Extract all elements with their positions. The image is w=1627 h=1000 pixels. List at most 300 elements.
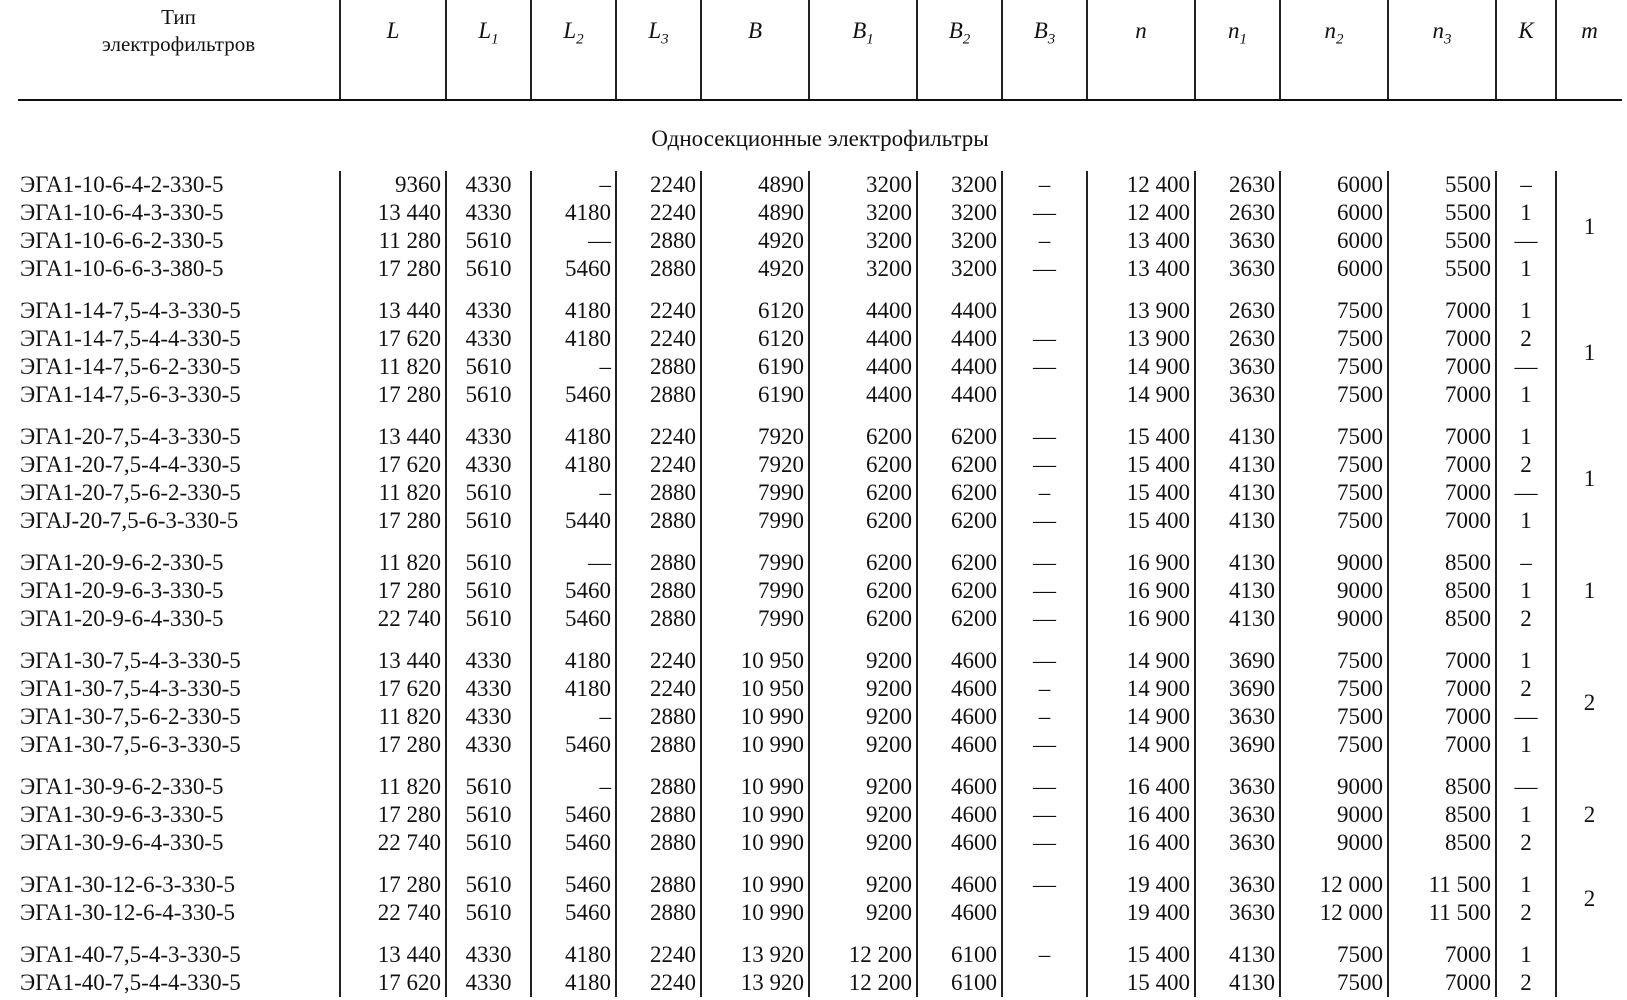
value-cell: 10 950 bbox=[701, 647, 809, 675]
value-cell: 2880 bbox=[616, 353, 701, 381]
value-cell: 4130 bbox=[1195, 451, 1280, 479]
value-cell: 1 bbox=[1496, 871, 1556, 899]
value-cell: 13 900 bbox=[1087, 297, 1195, 325]
header-n: n bbox=[1087, 0, 1195, 100]
value-cell: 16 400 bbox=[1087, 829, 1195, 857]
filter-type-cell: ЭГА1-20-9-6-3-330-5 bbox=[20, 578, 224, 603]
filter-type-cell: ЭГА1-14-7,5-6-3-330-5 bbox=[20, 382, 241, 407]
value-cell: 2630 bbox=[1195, 199, 1280, 227]
group-spacer bbox=[18, 283, 1622, 297]
filter-type-cell: ЭГА1-30-9-6-4-330-5 bbox=[20, 830, 224, 855]
value-cell: 3200 bbox=[917, 171, 1002, 199]
value-cell: 5610 bbox=[446, 605, 531, 633]
header-L3: $L_3$ bbox=[616, 0, 701, 100]
value-cell: 12 200 bbox=[809, 941, 917, 969]
value-cell: – bbox=[531, 703, 616, 731]
value-cell: 14 900 bbox=[1087, 381, 1195, 409]
value-cell: 9360 bbox=[340, 171, 446, 199]
value-cell: 2880 bbox=[616, 899, 701, 927]
value-cell: 2 bbox=[1496, 969, 1556, 997]
value-cell: 4330 bbox=[446, 325, 531, 353]
value-cell: 2 bbox=[1496, 829, 1556, 857]
value-cell: 2630 bbox=[1195, 325, 1280, 353]
value-cell: — bbox=[1002, 605, 1087, 633]
value-cell: 6200 bbox=[917, 423, 1002, 451]
value-cell: 12 400 bbox=[1087, 199, 1195, 227]
value-cell: 4130 bbox=[1195, 605, 1280, 633]
value-cell: 12 400 bbox=[1087, 171, 1195, 199]
value-cell bbox=[1002, 381, 1087, 409]
value-cell bbox=[1002, 899, 1087, 927]
value-cell: 5500 bbox=[1388, 227, 1496, 255]
group-spacer bbox=[18, 535, 1622, 549]
value-cell: 4330 bbox=[446, 969, 531, 997]
value-cell: 1 bbox=[1496, 801, 1556, 829]
filter-type-cell: ЭГА1-30-7,5-6-3-330-5 bbox=[20, 732, 241, 757]
value-cell: 2240 bbox=[616, 171, 701, 199]
table-row bbox=[18, 353, 1622, 381]
value-cell: – bbox=[531, 171, 616, 199]
filter-type-cell: ЭГА1-20-7,5-6-2-330-5 bbox=[20, 480, 241, 505]
value-cell: 13 900 bbox=[1087, 325, 1195, 353]
value-cell: 6200 bbox=[809, 479, 917, 507]
value-cell: 6120 bbox=[701, 325, 809, 353]
value-cell: 5610 bbox=[446, 871, 531, 899]
value-cell: 7500 bbox=[1280, 703, 1388, 731]
value-cell: 8500 bbox=[1388, 549, 1496, 577]
table-row bbox=[18, 577, 1622, 605]
value-cell: 13 920 bbox=[701, 941, 809, 969]
value-cell: 3200 bbox=[809, 199, 917, 227]
value-cell: 5460 bbox=[531, 381, 616, 409]
value-cell: 4180 bbox=[531, 969, 616, 997]
value-cell: 16 900 bbox=[1087, 549, 1195, 577]
value-cell: 7500 bbox=[1280, 451, 1388, 479]
value-cell: 3200 bbox=[809, 227, 917, 255]
header-B1: $B_1$ bbox=[809, 0, 917, 100]
value-cell: 5460 bbox=[531, 801, 616, 829]
m-value-cell: 2 bbox=[1556, 773, 1622, 857]
value-cell: 6200 bbox=[809, 549, 917, 577]
value-cell: 4400 bbox=[809, 353, 917, 381]
table-row bbox=[18, 199, 1622, 227]
header-B: B bbox=[701, 0, 809, 100]
value-cell: 7500 bbox=[1280, 675, 1388, 703]
value-cell: 2 bbox=[1496, 605, 1556, 633]
value-cell: 11 500 bbox=[1388, 871, 1496, 899]
filter-type-cell: ЭГА1-10-6-6-2-330-5 bbox=[20, 228, 224, 253]
value-cell: 7000 bbox=[1388, 969, 1496, 997]
value-cell: 3630 bbox=[1195, 801, 1280, 829]
value-cell: 7000 bbox=[1388, 353, 1496, 381]
value-cell: 2880 bbox=[616, 577, 701, 605]
table-row bbox=[18, 325, 1622, 353]
value-cell: 5500 bbox=[1388, 199, 1496, 227]
value-cell: — bbox=[1002, 325, 1087, 353]
filter-type-cell: ЭГАJ-20-7,5-6-3-330-5 bbox=[20, 508, 239, 533]
value-cell: 17 620 bbox=[340, 325, 446, 353]
table-row bbox=[18, 675, 1622, 703]
value-cell: 2880 bbox=[616, 731, 701, 759]
value-cell: 3200 bbox=[917, 255, 1002, 283]
value-cell: 17 620 bbox=[340, 969, 446, 997]
filter-type-cell: ЭГА1-20-7,5-4-4-330-5 bbox=[20, 452, 241, 477]
value-cell: 14 900 bbox=[1087, 353, 1195, 381]
value-cell: – bbox=[531, 773, 616, 801]
value-cell: 4130 bbox=[1195, 941, 1280, 969]
value-cell: 4180 bbox=[531, 199, 616, 227]
group-spacer bbox=[18, 759, 1622, 773]
value-cell: 6000 bbox=[1280, 255, 1388, 283]
filter-type-cell: ЭГА1-20-7,5-4-3-330-5 bbox=[20, 424, 241, 449]
value-cell: 8500 bbox=[1388, 773, 1496, 801]
filter-type-cell: ЭГА1-14-7,5-4-4-330-5 bbox=[20, 326, 241, 351]
value-cell: 5460 bbox=[531, 829, 616, 857]
value-cell: 6200 bbox=[809, 423, 917, 451]
value-cell: 3630 bbox=[1195, 829, 1280, 857]
filter-type-cell: ЭГА1-30-12-6-3-330-5 bbox=[20, 872, 236, 897]
value-cell: 4400 bbox=[809, 381, 917, 409]
header-n2: $n_2$ bbox=[1280, 0, 1388, 100]
section-title: Односекционные электрофильтры bbox=[651, 126, 989, 151]
filter-type-cell: ЭГА1-20-9-6-2-330-5 bbox=[20, 550, 224, 575]
value-cell: 15 400 bbox=[1087, 423, 1195, 451]
value-cell: 12 000 bbox=[1280, 899, 1388, 927]
value-cell: — bbox=[1496, 479, 1556, 507]
value-cell: 6200 bbox=[917, 451, 1002, 479]
filter-type-cell: ЭГА1-10-6-4-3-330-5 bbox=[20, 200, 224, 225]
value-cell: 9200 bbox=[809, 647, 917, 675]
value-cell: 7000 bbox=[1388, 325, 1496, 353]
value-cell: 7990 bbox=[701, 577, 809, 605]
value-cell: 5610 bbox=[446, 227, 531, 255]
value-cell: – bbox=[531, 353, 616, 381]
value-cell: 7500 bbox=[1280, 969, 1388, 997]
value-cell: 7000 bbox=[1388, 647, 1496, 675]
value-cell: 4130 bbox=[1195, 549, 1280, 577]
value-cell: 5500 bbox=[1388, 255, 1496, 283]
value-cell: 6200 bbox=[917, 605, 1002, 633]
table-row bbox=[18, 549, 1622, 577]
value-cell: 2630 bbox=[1195, 171, 1280, 199]
value-cell: – bbox=[1002, 675, 1087, 703]
value-cell: 3690 bbox=[1195, 731, 1280, 759]
value-cell: 10 990 bbox=[701, 871, 809, 899]
value-cell: 10 950 bbox=[701, 675, 809, 703]
value-cell: 3200 bbox=[809, 171, 917, 199]
value-cell: 17 620 bbox=[340, 675, 446, 703]
value-cell: 2240 bbox=[616, 647, 701, 675]
value-cell: 4130 bbox=[1195, 507, 1280, 535]
value-cell: 7500 bbox=[1280, 297, 1388, 325]
value-cell: 7990 bbox=[701, 479, 809, 507]
value-cell: 3200 bbox=[917, 227, 1002, 255]
value-cell: 4600 bbox=[917, 801, 1002, 829]
value-cell: 8500 bbox=[1388, 605, 1496, 633]
value-cell: 13 440 bbox=[340, 199, 446, 227]
value-cell: 4920 bbox=[701, 227, 809, 255]
header-type: Тип электрофильтров bbox=[18, 0, 340, 100]
filter-type-cell: ЭГА1-10-6-4-2-330-5 bbox=[20, 172, 224, 197]
value-cell: 4330 bbox=[446, 171, 531, 199]
value-cell: 4600 bbox=[917, 675, 1002, 703]
value-cell: — bbox=[1002, 353, 1087, 381]
value-cell: – bbox=[1002, 479, 1087, 507]
header-B2: $B_2$ bbox=[917, 0, 1002, 100]
header-n1: $n_1$ bbox=[1195, 0, 1280, 100]
value-cell: 2880 bbox=[616, 255, 701, 283]
value-cell: 14 900 bbox=[1087, 647, 1195, 675]
value-cell: 6000 bbox=[1280, 171, 1388, 199]
value-cell: 6190 bbox=[701, 381, 809, 409]
value-cell: 6000 bbox=[1280, 227, 1388, 255]
value-cell: 10 990 bbox=[701, 829, 809, 857]
value-cell: 6100 bbox=[917, 969, 1002, 997]
value-cell: 2880 bbox=[616, 871, 701, 899]
value-cell: 4130 bbox=[1195, 479, 1280, 507]
table-row bbox=[18, 773, 1622, 801]
value-cell: 17 280 bbox=[340, 731, 446, 759]
value-cell: 7990 bbox=[701, 605, 809, 633]
value-cell: – bbox=[531, 479, 616, 507]
value-cell: 6200 bbox=[917, 507, 1002, 535]
value-cell: 9200 bbox=[809, 829, 917, 857]
value-cell: 9200 bbox=[809, 675, 917, 703]
filter-type-cell: ЭГА1-30-7,5-4-3-330-5 bbox=[20, 676, 241, 701]
value-cell: 5460 bbox=[531, 731, 616, 759]
table-row bbox=[18, 451, 1622, 479]
value-cell: 9200 bbox=[809, 899, 917, 927]
value-cell: 2240 bbox=[616, 325, 701, 353]
value-cell: 4180 bbox=[531, 675, 616, 703]
table-body bbox=[18, 100, 1622, 997]
filter-type-cell: ЭГА1-40-7,5-4-3-330-5 bbox=[20, 942, 241, 967]
value-cell: 2880 bbox=[616, 773, 701, 801]
value-cell: 3630 bbox=[1195, 381, 1280, 409]
value-cell: 7000 bbox=[1388, 451, 1496, 479]
value-cell: 2880 bbox=[616, 605, 701, 633]
value-cell: 4330 bbox=[446, 647, 531, 675]
value-cell: 2 bbox=[1496, 675, 1556, 703]
value-cell: 6190 bbox=[701, 353, 809, 381]
value-cell: 2880 bbox=[616, 801, 701, 829]
value-cell: 5610 bbox=[446, 577, 531, 605]
value-cell: 14 900 bbox=[1087, 675, 1195, 703]
value-cell: 8500 bbox=[1388, 801, 1496, 829]
table-header bbox=[18, 0, 1622, 100]
value-cell: 7500 bbox=[1280, 941, 1388, 969]
value-cell: – bbox=[1496, 171, 1556, 199]
value-cell: 11 280 bbox=[340, 227, 446, 255]
value-cell: 15 400 bbox=[1087, 969, 1195, 997]
value-cell: 2240 bbox=[616, 675, 701, 703]
value-cell: 6120 bbox=[701, 297, 809, 325]
value-cell: 13 400 bbox=[1087, 227, 1195, 255]
value-cell bbox=[1002, 297, 1087, 325]
m-value-cell: 1 bbox=[1556, 549, 1622, 633]
value-cell: 13 400 bbox=[1087, 255, 1195, 283]
table-row bbox=[18, 647, 1622, 675]
table-row bbox=[18, 227, 1622, 255]
value-cell: — bbox=[1002, 773, 1087, 801]
value-cell: 3630 bbox=[1195, 353, 1280, 381]
value-cell: 5610 bbox=[446, 353, 531, 381]
table-row bbox=[18, 507, 1622, 535]
value-cell: 2240 bbox=[616, 297, 701, 325]
value-cell: 9200 bbox=[809, 801, 917, 829]
filter-type-cell: ЭГА1-30-7,5-6-2-330-5 bbox=[20, 704, 241, 729]
value-cell: 2880 bbox=[616, 703, 701, 731]
value-cell: 4130 bbox=[1195, 577, 1280, 605]
value-cell: 17 280 bbox=[340, 255, 446, 283]
value-cell: 6200 bbox=[917, 549, 1002, 577]
value-cell: 2880 bbox=[616, 549, 701, 577]
value-cell: 2880 bbox=[616, 507, 701, 535]
m-value-cell: 1 bbox=[1556, 171, 1622, 283]
value-cell: 17 280 bbox=[340, 507, 446, 535]
value-cell: 5460 bbox=[531, 255, 616, 283]
value-cell: 5610 bbox=[446, 801, 531, 829]
value-cell: 5460 bbox=[531, 871, 616, 899]
value-cell: 4400 bbox=[917, 353, 1002, 381]
value-cell: — bbox=[531, 549, 616, 577]
value-cell: 14 900 bbox=[1087, 703, 1195, 731]
value-cell: 10 990 bbox=[701, 703, 809, 731]
value-cell: 4330 bbox=[446, 675, 531, 703]
value-cell: 11 820 bbox=[340, 703, 446, 731]
value-cell: – bbox=[1002, 941, 1087, 969]
value-cell: 2240 bbox=[616, 199, 701, 227]
value-cell: 9000 bbox=[1280, 801, 1388, 829]
value-cell: 7000 bbox=[1388, 479, 1496, 507]
value-cell: 3630 bbox=[1195, 703, 1280, 731]
value-cell: 13 440 bbox=[340, 423, 446, 451]
table-row bbox=[18, 871, 1622, 899]
value-cell: – bbox=[1002, 227, 1087, 255]
value-cell: 4130 bbox=[1195, 969, 1280, 997]
value-cell: 16 900 bbox=[1087, 577, 1195, 605]
value-cell: 7500 bbox=[1280, 381, 1388, 409]
value-cell: 5610 bbox=[446, 899, 531, 927]
group-spacer bbox=[18, 409, 1622, 423]
header-L1: $L_1$ bbox=[446, 0, 531, 100]
value-cell: 16 900 bbox=[1087, 605, 1195, 633]
value-cell: 4330 bbox=[446, 731, 531, 759]
value-cell: 1 bbox=[1496, 297, 1556, 325]
value-cell: 2880 bbox=[616, 829, 701, 857]
value-cell: — bbox=[1002, 647, 1087, 675]
electrofilter-dimensions-table bbox=[18, 0, 1622, 997]
value-cell: 2 bbox=[1496, 325, 1556, 353]
value-cell: 17 280 bbox=[340, 381, 446, 409]
value-cell: 4920 bbox=[701, 255, 809, 283]
group-spacer bbox=[18, 927, 1622, 941]
value-cell: 2 bbox=[1496, 899, 1556, 927]
value-cell: 7000 bbox=[1388, 731, 1496, 759]
value-cell: 6200 bbox=[917, 577, 1002, 605]
value-cell: 19 400 bbox=[1087, 899, 1195, 927]
value-cell: 3200 bbox=[917, 199, 1002, 227]
value-cell: 4180 bbox=[531, 451, 616, 479]
filter-type-cell: ЭГА1-14-7,5-4-3-330-5 bbox=[20, 298, 241, 323]
value-cell: 5610 bbox=[446, 255, 531, 283]
value-cell: 11 820 bbox=[340, 353, 446, 381]
value-cell: 4330 bbox=[446, 941, 531, 969]
table-row bbox=[18, 969, 1622, 997]
value-cell: 11 500 bbox=[1388, 899, 1496, 927]
value-cell: 16 400 bbox=[1087, 773, 1195, 801]
value-cell: 2240 bbox=[616, 969, 701, 997]
value-cell: 8500 bbox=[1388, 577, 1496, 605]
filter-type-cell: ЭГА1-30-7,5-4-3-330-5 bbox=[20, 648, 241, 673]
header-B3: $B_3$ bbox=[1002, 0, 1087, 100]
value-cell: 6200 bbox=[809, 577, 917, 605]
table-row bbox=[18, 297, 1622, 325]
filter-type-cell: ЭГА1-30-9-6-2-330-5 bbox=[20, 774, 224, 799]
table-row bbox=[18, 941, 1622, 969]
value-cell: 22 740 bbox=[340, 899, 446, 927]
value-cell: 2 bbox=[1496, 451, 1556, 479]
value-cell: 10 990 bbox=[701, 731, 809, 759]
value-cell: 4330 bbox=[446, 423, 531, 451]
value-cell: 7000 bbox=[1388, 423, 1496, 451]
table-row bbox=[18, 801, 1622, 829]
m-value-cell: 1 bbox=[1556, 297, 1622, 409]
value-cell: 9200 bbox=[809, 703, 917, 731]
header-L2: $L_2$ bbox=[531, 0, 616, 100]
value-cell: 4330 bbox=[446, 297, 531, 325]
value-cell: 16 400 bbox=[1087, 801, 1195, 829]
value-cell: 6100 bbox=[917, 941, 1002, 969]
value-cell: 4600 bbox=[917, 871, 1002, 899]
value-cell: 5500 bbox=[1388, 171, 1496, 199]
value-cell: 10 990 bbox=[701, 773, 809, 801]
value-cell: 3630 bbox=[1195, 255, 1280, 283]
value-cell: 4400 bbox=[809, 325, 917, 353]
value-cell: 10 990 bbox=[701, 899, 809, 927]
value-cell: 4180 bbox=[531, 941, 616, 969]
value-cell: — bbox=[1496, 773, 1556, 801]
value-cell: 5610 bbox=[446, 549, 531, 577]
value-cell: 2240 bbox=[616, 423, 701, 451]
table-row bbox=[18, 899, 1622, 927]
value-cell: 7500 bbox=[1280, 507, 1388, 535]
value-cell: 7500 bbox=[1280, 479, 1388, 507]
value-cell: 6000 bbox=[1280, 199, 1388, 227]
value-cell: 11 820 bbox=[340, 773, 446, 801]
value-cell: 7000 bbox=[1388, 675, 1496, 703]
value-cell: 2880 bbox=[616, 479, 701, 507]
value-cell: — bbox=[1002, 829, 1087, 857]
value-cell: 11 820 bbox=[340, 549, 446, 577]
value-cell: 4180 bbox=[531, 297, 616, 325]
value-cell: — bbox=[1496, 703, 1556, 731]
value-cell: 7990 bbox=[701, 507, 809, 535]
value-cell: 4890 bbox=[701, 199, 809, 227]
value-cell: 7500 bbox=[1280, 423, 1388, 451]
value-cell: 3630 bbox=[1195, 871, 1280, 899]
value-cell: 7500 bbox=[1280, 647, 1388, 675]
value-cell: 4180 bbox=[531, 423, 616, 451]
value-cell: — bbox=[1002, 801, 1087, 829]
value-cell: 6200 bbox=[809, 451, 917, 479]
table-row bbox=[18, 423, 1622, 451]
value-cell: 1 bbox=[1496, 381, 1556, 409]
value-cell: 9000 bbox=[1280, 773, 1388, 801]
value-cell: 15 400 bbox=[1087, 451, 1195, 479]
value-cell: 5460 bbox=[531, 577, 616, 605]
value-cell: — bbox=[1496, 227, 1556, 255]
